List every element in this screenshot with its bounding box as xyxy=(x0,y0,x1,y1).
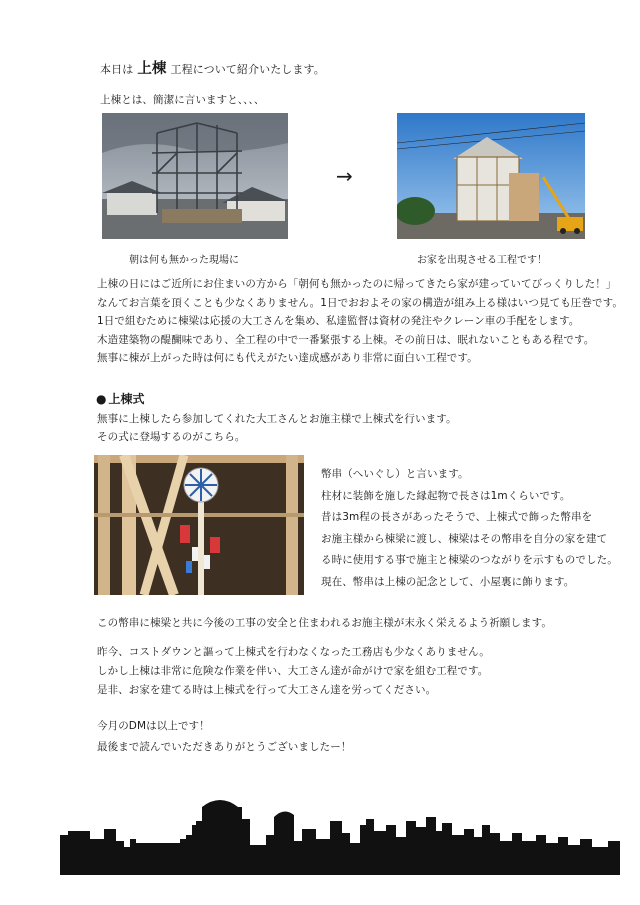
ceremony-intro-line: 無事に上棟したら参加してくれた大工さんとお施主様で上棟式を行います。 xyxy=(97,413,457,425)
heigushi-photo xyxy=(94,455,304,595)
heigushi-line: 現在、幣串は上棟の記念として、小屋裏に飾ります。 xyxy=(321,575,575,588)
heigushi-line: 柱材に装飾を施した縁起物で長さは1mくらいです。 xyxy=(321,489,571,502)
ceremony-intro xyxy=(97,412,457,448)
body-line: 1日で組むために棟梁は応援の大工さんを集め、私達監督は資材の発注やクレーン車の手配をします。 xyxy=(97,315,580,327)
heigushi-line: 昔は3m程の長さがあったそうで、上棟式で飾った幣串を xyxy=(321,511,593,523)
body-line: 木造建築物の醍醐味であり、全工程の中で一番緊張する上棟。その前日は、眠れないこともある程です。 xyxy=(97,333,595,346)
heigushi-line: る時に使用する事で施主と棟梁のつながりを示すものでした。 xyxy=(321,554,618,566)
bullet-icon: ● xyxy=(96,392,107,406)
intro-prefix: 本日は xyxy=(100,63,134,76)
closing-paragraph xyxy=(97,645,490,702)
intro-highlight: 上棟 xyxy=(137,61,167,77)
city-skyline-illustration xyxy=(60,795,620,875)
ceremony-heading xyxy=(96,390,145,407)
signoff-line-1: 今月のDMは以上です！ xyxy=(97,720,210,732)
morning-site-photo xyxy=(102,113,288,239)
prayer-text: この幣串に棟梁と共に今後の工事の安全と住まわれるお施主様が末永く栄えるよう祈願します。 xyxy=(97,617,552,629)
heigushi-line: 幣串（へいぐし）と言います。 xyxy=(321,468,469,480)
arrow-icon: → xyxy=(336,164,353,188)
body-line: 上棟の日にはご近所にお住まいの方から「朝何も無かったのに帰ってきたら家が建っていてびっくりした！」 xyxy=(97,278,617,290)
body-paragraph xyxy=(97,277,623,370)
signoff-line-2: 最後まで読んでいただきありがとうございましたー！ xyxy=(97,741,352,753)
left-photo-caption: 朝は何も無かった現場に xyxy=(129,255,239,266)
body-line: なんてお言葉を頂くことも少なくありません。1日でおおよその家の構造が組み上る様はいつ見ても圧巻です。 xyxy=(97,296,623,309)
completed-frame-photo xyxy=(397,113,585,239)
intro-heading xyxy=(100,62,325,77)
ceremony-title: 上棟式 xyxy=(108,392,145,406)
heigushi-description xyxy=(321,467,618,596)
intro-suffix: 工程について紹介いたします。 xyxy=(170,63,325,76)
closing-line: 是非、お家を建てる時は上棟式を行って大工さん達を労ってください。 xyxy=(97,684,437,696)
body-line: 無事に棟が上がった時は何にも代えがたい達成感があり非常に面白い工程です。 xyxy=(97,352,478,364)
ceremony-intro-line: その式に登場するのがこちら。 xyxy=(97,431,246,443)
closing-line: 昨今、コストダウンと謳って上棟式を行わなくなった工務店も少なくありません。 xyxy=(97,646,490,658)
right-photo-caption: お家を出現させる工程です！ xyxy=(417,255,547,266)
intro-summary: 上棟とは、簡潔に言いますと、、、、 xyxy=(100,94,265,106)
closing-line: しかし上棟は非常に危険な作業を伴い、大工さん達が命がけで家を組む工程です。 xyxy=(97,665,489,677)
heigushi-line: お施主様から棟梁に渡し、棟梁はその幣串を自分の家を建て xyxy=(321,532,608,545)
